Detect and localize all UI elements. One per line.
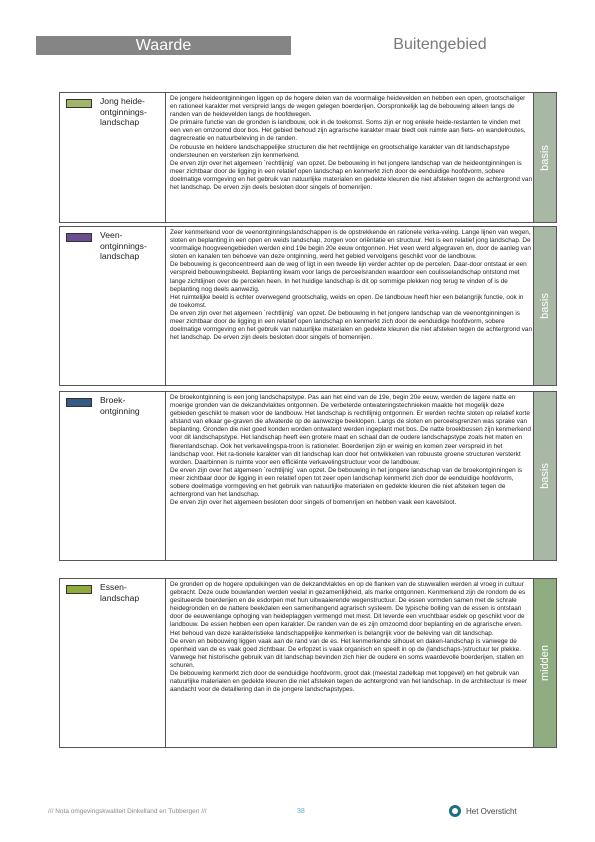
publisher-logo <box>449 804 517 818</box>
paragraph: Het ruimtelijke beeld is echter overwegend grootschalig, weids en open. De landbouw heeft hier een belangrijk functie, ook in de toekomst. <box>170 293 524 309</box>
paragraph: De bebouwing is geconcentreerd aan de weg of ligt in een tweede lijn verder achter op de percelen. Daar-door ontstaat er een verspreid bebouwingsbeeld. Beplanting kwam voor langs de perceelsranden waardoor een coulisselandschap ontstond met lange zichtlijnen over de percelen heen. In het huidige landschap is dit op sommige plekken nog terug te vinden of is de beplanting nog deels aanwezig. <box>170 261 527 293</box>
category-label: midden <box>539 644 551 682</box>
paragraph: Zeer kenmerkend voor de veenontginningslandschappen is de opstrekkende en rationele verka-veling. Lange lijnen van wegen, sloten en beplanting in een open en weids landschap, zorgen voor oriëntatie en structuur. Het is een relatief jong landschap. De voormalige hoogveengebieden werden eind 19e begin 20e eeuw ontgonnen. Het veen werd afgegraven en, door de aanleg van sloten en kanalen ten behoeve van deze ontginning, werd het gebied vervolgens geschikt voor de landbouw. <box>170 229 531 261</box>
landscape-block-essen <box>59 578 557 748</box>
landscape-description <box>170 95 532 192</box>
block-label-cell <box>60 93 166 222</box>
category-side-tag <box>533 227 556 385</box>
category-label: basis <box>539 463 551 489</box>
paragraph: De erven zijn over het algemeen ´rechtlijnig´ van opzet. De bebouwing in het jongere landschap van de veenontginningen is meer zichtbaar door de ligging in een relatief open landschap en kenmerkt zich door de eenduidige hoofdvorm, sobere doelmatige vormgeving en het gebruik van natuurlijke materialen en gedekte kleuren die niet afsteken tegen de achtergrond van het landschap. De erven zijn deels besloten door singels of bomenrijen. <box>170 309 533 342</box>
block-label-cell <box>60 392 166 560</box>
footer-document-title: /// Nota omgevingskwaliteit Dinkelland en Tubbergen /// <box>48 808 207 815</box>
section-title-buitengebied: Buitengebied <box>393 36 487 53</box>
paragraph: De bebouwing kenmerkt zich door de eenduidige hoofdvorm, groot dak (meestal zadelkap met topgevel) en het gebruik van natuurlijke materialen en gedekte kleuren die niet afsteken tegen de achtergrond van het landschap. In de architectuur is meer aandacht voor de detaillering dan in de jongere landschapstypes. <box>170 670 528 694</box>
landscape-type-label: Jong heide-ontginnings-landschap <box>100 96 147 127</box>
category-side-tag <box>533 93 556 222</box>
paragraph: De erven zijn over het algemeen ´rechtlijnig´ van opzet. De bebouwing in het jongere landschap van de heideontginningen is meer zichtbaar door de ligging in een relatief open landschap en kenmerkt zich door de eenduidige hoofdvorm, sobere doelmatige vormgeving en het gebruik van natuurlijke materialen en gedekte kleuren die niet afsteken tegen de achtergrond van het landschap. De erven zijn deels besloten door singels of bomenrijen. <box>170 159 533 192</box>
category-side-tag <box>533 392 556 560</box>
landscape-description <box>170 229 532 342</box>
landscape-type-label: Veen-ontginnings-landschap <box>100 230 147 261</box>
paragraph: De erven zijn over het algemeen besloten door singels of bomenrijen en hebben vaak een kavelsloot. <box>170 499 457 507</box>
category-label: basis <box>539 293 551 319</box>
logo-text: Het Oversticht <box>466 806 517 816</box>
paragraph: De erven en bebouwing liggen vaak aan de rand van de es. Het kenmerkende silhouet en daken-landschap is vanwege de openheid van de es vaak goed zichtbaar. De erfopzet is vaak organisch en speelt in op de (landschaps-)structuur ter plekke. Vanwege het historische gebruik van dit landschap bevinden zich hier de oudere en soms waardevolle boerderijen, stallen en schuren. <box>170 637 524 669</box>
landscape-description <box>170 394 532 507</box>
paragraph: De primaire functie van de gronden is landbouw, ook in de toekomst. Soms zijn er nog enkele heide-restanten te vinden met een ven en omzoomd door bos. Het gebied behoud zijn agrarische karakter maar biedt ook ruimte aan fiets- en wandelroutes, dagrecreatie en natuurbeleving in de randen. <box>170 119 526 143</box>
page-number: 38 <box>297 808 305 815</box>
category-label: basis <box>539 144 551 171</box>
landscape-block-broek <box>59 391 557 561</box>
landscape-description <box>170 581 532 694</box>
paragraph: De erven zijn over het algemeen ´rechtlijnig´ van opzet. De bebouwing in het jongere landschap van de broekontginningen is meer zichtbaar door de ligging in een relatief open tot zeer open landschap kenmerkt zich door de eenduidige hoofdvorm, sobere doelmatige vormgeving en het gebruik van natuurlijke materialen en gedekte kleuren die niet afsteken tegen de achtergrond van het landschap. <box>170 466 523 499</box>
color-swatch <box>66 585 92 594</box>
landscape-block-veen <box>59 226 557 386</box>
block-label-cell <box>60 227 166 385</box>
paragraph: De broekontginning is een jong landschapstype. Pas aan het eind van de 19e, begin 20e eeuw, werden de lagere natte en moerige gronden van de dekzandvlaktes ontgonnen. De verbeterde ontwateringstechnieken maakte het mogelijk deze gebieden geschikt te maken voor de landbouw. Het landschap is rechtlijnig ontgonnen. Er werden rechte sloten op relatief korte afstand van elkaar ge-graven die afwaterde op de aanwezige beeklopen. Langs de sloten en perceelsgrenzen was sprake van beplanting. Gronden die niet goed konden worden ontwaterd werden ingeplant met bos. De natte broekbossen zijn kenmerkend voor dit landschapstype. Het landschap heeft een grotere maat en schaal dan de oudere landschapstype zoals het maten en flierenlandschap. Ook het verkavelingspa-troon is rationeler. Boerderijen zijn er weinig en komen zeer verspreid in het landschap voor. Het ra-tionele karakter van dit landschap kan door het ontwikkelen van robuuste groene structuren versterkt worden. Daarbinnen is ruimte voor een efficiënte verkavelingstructuur voor de landbouw. <box>170 394 531 466</box>
color-swatch <box>66 398 92 407</box>
section-title-waarde: Waarde <box>36 36 291 55</box>
paragraph: De robuuste en heldere landschappelijke structuren die het rechtlijnige en grootschalige karakter van dit landschapstype ondersteunen en versterken zijn kenmerkend. <box>170 143 510 159</box>
landscape-type-label: Broek-ontginning <box>100 395 140 416</box>
landscape-type-label: Essen-landschap <box>100 582 140 603</box>
logo-icon <box>449 805 461 817</box>
paragraph: De gronden op de hogere opduikingen van de dekzandvlaktes en op de flanken van de stuwwallen werden al vroeg in cultuur gebracht. Deze oude bouwlanden werden veelal in gezamenlijkheid, als marke ontgonnen. Kenmerkend zijn de rondom de es gesitueerde boerderijen en de esdorpen met hun uitwaaierende wegenstructuur. De essen vormden samen met de schrale heidegronden en de nattere beekdalen een samenhangend agrarisch systeem. De typische bolling van de essen is ontstaan door de eeuwenlange ophoging van heideplaggen vermengd met mest. Dit leverde een vruchtbaar esdek op geschikt voor de landbouw. De essen hebben een open karakter. De randen van de es zijn omzoomd door beplanting en de agrarische erven. Het behoud van deze karakteristieke landschappelijke kenmerken is belangrijk voor de beleving van dit landschap. <box>170 581 526 637</box>
color-swatch <box>66 233 92 242</box>
block-label-cell <box>60 579 166 747</box>
color-swatch <box>66 99 92 108</box>
paragraph: De jongere heideontginningen liggen op de hogere delen van de voormalige heidevelden en hebben een open, grootschaliger en rationeel karakter met verspreid langs de wegen gelegen boerderijen. Oorspronkelijk lag de bebouwing alleen langs de randen van de heidevelden langs de hoofdwegen. <box>170 95 526 119</box>
landscape-block-jong-heide <box>59 92 557 223</box>
category-side-tag <box>533 579 556 747</box>
